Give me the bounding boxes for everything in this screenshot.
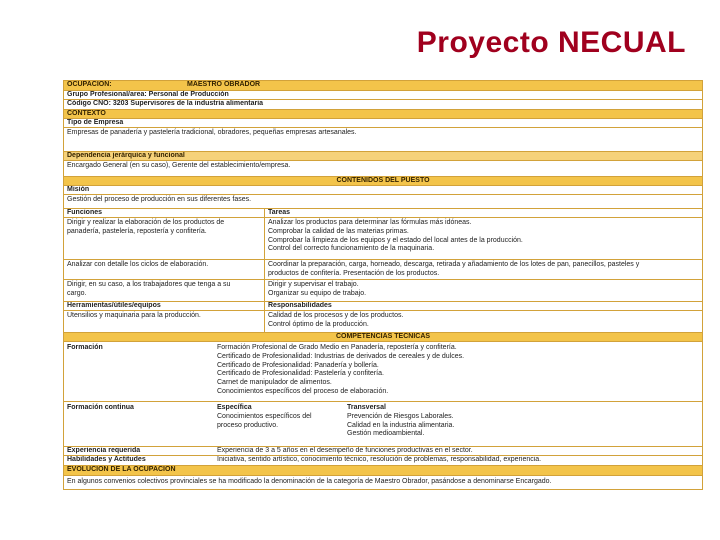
specific-label: Específica — [217, 404, 252, 411]
responsibilities-list — [264, 311, 704, 332]
tasks-label: Tareas — [264, 209, 704, 217]
experience-row — [64, 446, 702, 455]
dependency-value: Encargado General (en su caso), Gerente del establecimiento/empresa. — [67, 162, 291, 169]
group-text: Grupo Profesional/area: Personal de Producción — [67, 91, 229, 98]
dependency-value-row — [64, 160, 702, 176]
responsibility-line: Calidad de los procesos y de los productos. — [268, 312, 404, 319]
company-type-label: Tipo de Empresa — [67, 119, 124, 126]
mission-label: Misión — [67, 186, 90, 193]
task-line: Analizar los productos para determinar las fórmulas más idóneas. — [268, 219, 472, 226]
specific-line: proceso productivo. — [217, 421, 279, 429]
tools-responsibilities-row — [64, 310, 702, 332]
functions-label: Funciones — [67, 209, 103, 216]
continuous-training-label: Formación continua — [67, 404, 134, 411]
company-type-value: Empresas de panadería y pastelería tradicional, obradores, pequeñas empresas artesanales. — [67, 129, 357, 136]
experience-label: Experiencia requerida — [67, 447, 141, 454]
task-line: Comprobar la limpieza de los equipos y el estado del local antes de la producción. — [268, 236, 523, 244]
dependency-label: Dependencia jerárquica y funcional — [67, 152, 185, 159]
function-row — [64, 259, 702, 279]
responsibility-line: Control óptimo de la producción. — [268, 320, 369, 328]
tools-value: Utensilios y maquinaria para la producción. — [67, 312, 201, 319]
function-line: Dirigir, en su caso, a los trabajadores que tenga a su — [67, 281, 231, 288]
mission-label-row — [64, 185, 702, 194]
page-title: Proyecto NECUAL — [416, 26, 686, 59]
function-line: Analizar con detalle los ciclos de elaboración. — [67, 261, 209, 268]
task-line: Organizar su equipo de trabajo. — [268, 289, 367, 297]
competencies-header — [64, 332, 702, 341]
tools-label: Herramientas/útiles/equipos — [67, 302, 161, 309]
training-line: Formación Profesional de Grado Medio en Panadería, repostería y confitería. — [217, 344, 457, 351]
tools-responsibilities-header-row — [64, 301, 702, 310]
task-line: Coordinar la preparación, carga, horneado, descarga, retirada y añadamiento de los lotes de pan, panecillos, pasteles y — [268, 261, 640, 268]
transversal-training — [344, 402, 704, 446]
transversal-line: Gestión medioambiental. — [347, 430, 425, 438]
transversal-label: Transversal — [347, 404, 386, 411]
function-row — [64, 217, 702, 259]
occupation-value: MAESTRO OBRADOR — [187, 81, 261, 88]
code-text: Código CNO: 3203 Supervisores de la industria alimentaria — [67, 100, 264, 107]
function-text — [64, 260, 264, 279]
evolution-value: En algunos convenios colectivos provinciales se ha modificado la denominación de la categoría de Maestro Obrador, pasándose a denominarse Encargado. — [67, 478, 552, 485]
task-line: productos de confitería. Presentación de los productos. — [268, 269, 440, 277]
job-contents-title: CONTENIDOS DEL PUESTO — [336, 177, 430, 184]
mission-value-row — [64, 194, 702, 208]
code-row — [64, 99, 702, 109]
competencies-title: COMPETENCIAS TÉCNICAS — [335, 333, 431, 340]
function-line: cargo. — [67, 289, 87, 297]
training-label: Formación — [67, 344, 103, 351]
evolution-header — [64, 465, 702, 475]
training-line: Certificado de Profesionalidad: Industrias de derivados de cereales y de dulces. — [217, 352, 465, 360]
evolution-row — [64, 475, 702, 489]
training-line: Certificado de Profesionalidad: Pastelería y confitería. — [217, 370, 384, 378]
task-line: Dirigir y supervisar el trabajo. — [268, 281, 359, 288]
transversal-line: Calidad en la industria alimentaria. — [347, 421, 455, 429]
context-title: CONTEXTO — [67, 110, 106, 117]
task-list — [264, 218, 704, 259]
skills-value: Iniciativa, sentido artístico, conocimiento técnico, resolución de problemas, responsabilidad, experiencia. — [217, 456, 542, 463]
specific-line: Conocimientos específicos del — [217, 412, 312, 420]
task-list — [264, 260, 704, 279]
evolution-title: EVOLUCIÓN DE LA OCUPACIÓN — [67, 466, 176, 473]
job-profile-table — [63, 80, 703, 490]
continuous-training-row — [64, 401, 702, 446]
context-header — [64, 109, 702, 118]
task-line: Control del correcto funcionamiento de la maquinaria. — [268, 245, 435, 253]
function-line: panadería, pastelería, repostería y confitería. — [67, 227, 207, 235]
transversal-line: Prevención de Riesgos Laborales. — [347, 412, 454, 420]
experience-value: Experiencia de 3 a 5 años en el desempeño de funciones productivas en el sector. — [217, 447, 473, 454]
task-list — [264, 280, 704, 301]
group-row — [64, 90, 702, 99]
training-row — [64, 341, 702, 401]
job-contents-header — [64, 176, 702, 185]
training-line: Certificado de Profesionalidad: Panadería y bollería. — [217, 361, 379, 369]
training-line: Conocimientos específicos del proceso de elaboración. — [217, 387, 389, 395]
responsibilities-label: Responsabilidades — [264, 302, 704, 310]
mission-value: Gestión del proceso de producción en sus diferentes fases. — [67, 196, 252, 203]
occupation-header-row — [64, 81, 702, 90]
occupation-label: OCUPACIÓN: — [67, 81, 112, 88]
training-list — [214, 342, 704, 401]
function-line: Dirigir y realizar la elaboración de los productos de — [67, 219, 225, 226]
company-type-label-row — [64, 118, 702, 127]
company-type-value-row — [64, 127, 702, 151]
task-line: Comprobar la calidad de las materias primas. — [268, 227, 409, 235]
function-text — [64, 280, 264, 301]
specific-training — [214, 402, 344, 446]
training-line: Carnet de manipulador de alimentos. — [217, 379, 332, 386]
skills-label: Habilidades y Actitudes — [67, 456, 146, 463]
dependency-label-row — [64, 151, 702, 160]
skills-row — [64, 455, 702, 465]
function-row — [64, 279, 702, 301]
functions-tasks-header-row — [64, 208, 702, 217]
function-text — [64, 218, 264, 259]
